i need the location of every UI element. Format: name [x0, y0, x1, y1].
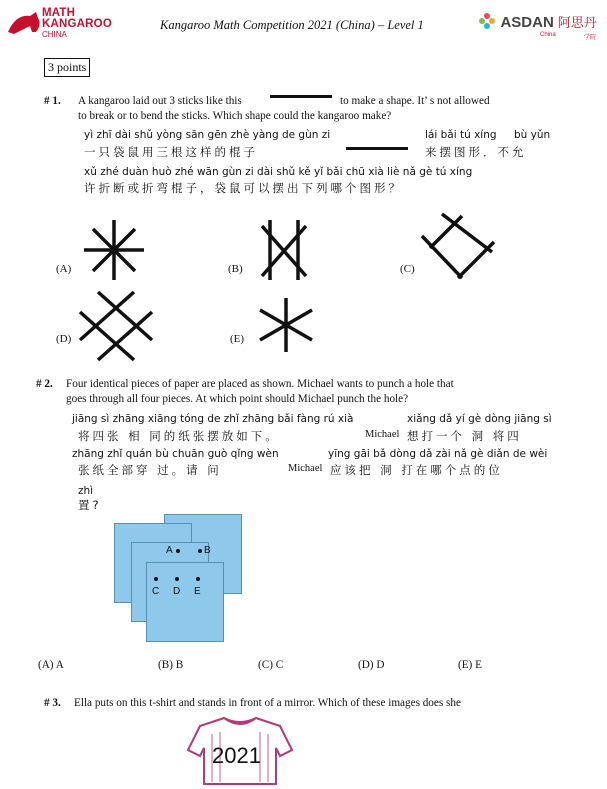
q2-answer-d: (D) D	[358, 659, 385, 671]
point-c-label: C	[152, 586, 160, 597]
point-a-label: A	[166, 545, 173, 556]
point-e	[196, 577, 200, 581]
q2-chinese-1a: 将四张 相 同的纸张摆放如下。	[78, 429, 280, 443]
q1-chinese-1a: 一只袋鼠用三根这样的棍子	[84, 145, 258, 159]
q2-answer-e: (E) E	[458, 659, 482, 671]
asdan-flower-icon	[478, 12, 496, 30]
q1-chinese-1b: 来摆图形．不允	[425, 145, 527, 159]
q2-pinyin-2a: zhāng zhǐ quán bù chuān guò qǐng wèn	[72, 448, 279, 460]
asdan-logo	[478, 12, 597, 41]
logo-line-2: KANGAROO	[42, 18, 112, 30]
q1-text-line1a: A kangaroo laid out 3 sticks like this	[78, 95, 242, 107]
q2-pinyin-3: zhì	[78, 485, 94, 497]
option-d-figure	[78, 290, 154, 362]
logo-line-1: MATH	[42, 7, 76, 19]
q1-pinyin-1a: yì zhī dài shǔ yòng sān gēn zhè yàng de gùn zi	[84, 129, 331, 141]
option-e-label: (E)	[230, 333, 245, 345]
q2-number: # 2.	[36, 378, 53, 390]
q2-pinyin-2b: yīng gāi bǎ dòng dǎ zài nǎ gè diǎn de wèi	[328, 448, 548, 460]
kangaroo-icon	[6, 10, 46, 36]
option-e-figure	[256, 296, 316, 354]
point-b-label: B	[204, 545, 211, 556]
option-c-figure	[418, 212, 498, 280]
stick-image	[270, 95, 332, 98]
paper-sheet-4	[146, 562, 224, 642]
point-a	[176, 549, 180, 553]
q2-chinese-3: 置?	[78, 498, 102, 512]
q2-answer-a: (A) A	[38, 659, 64, 671]
point-e-label: E	[194, 586, 201, 597]
q3-number: # 3.	[44, 697, 61, 709]
q2-text-line1: Four identical pieces of paper are placed as shown. Michael wants to punch a hole that	[66, 378, 454, 390]
asdan-sub-left: China	[540, 32, 556, 38]
point-c	[154, 577, 158, 581]
q2-chinese-2b: Michael	[288, 463, 323, 474]
point-d	[175, 577, 179, 581]
option-a-label: (A)	[56, 263, 72, 275]
q2-answer-c: (C) C	[258, 659, 284, 671]
q1-number: # 1.	[44, 95, 61, 107]
math-kangaroo-logo	[6, 8, 112, 39]
page-title: Kangaroo Math Competition 2021 (China) – Level 1	[160, 18, 424, 32]
q1-chinese-2: 许折断或折弯棍子，袋鼠可以摆出下列哪个图形？	[84, 181, 403, 195]
option-d-label: (D)	[56, 333, 72, 345]
stick-image-2	[346, 147, 408, 150]
q1-pinyin-1b: lái bǎi tú xíng	[425, 129, 497, 141]
q2-chinese-1c: 想打一个 洞 将四	[407, 429, 522, 443]
q2-chinese-2a: 张纸全部穿 过。请 问	[78, 463, 222, 477]
q1-text-line1b: to make a shape. It’ s not allowed	[340, 95, 490, 107]
option-b-figure	[258, 218, 314, 282]
point-d-label: D	[173, 586, 181, 597]
q2-pinyin-1a: jiāng sì zhāng xiāng tóng de zhǐ zhāng bǎi fàng rú xià	[72, 413, 354, 425]
option-a-figure	[82, 218, 146, 282]
q2-chinese-2c: 应该把 洞 打在哪个点的位	[330, 463, 503, 477]
option-b-label: (B)	[228, 263, 243, 275]
q2-chinese-1b: Michael	[365, 429, 400, 440]
q1-text-line2: to break or to bend the sticks. Which shape could the kangaroo make?	[78, 110, 392, 122]
point-b	[198, 549, 202, 553]
q2-pinyin-1b: xiǎng dǎ yí gè dòng jiāng sì	[407, 413, 552, 425]
logo-line-3: CHINA	[42, 30, 67, 39]
asdan-cn: 阿思丹	[557, 15, 597, 30]
asdan-name: ASDAN	[500, 14, 554, 31]
option-c-label: (C)	[400, 263, 415, 275]
tshirt-text: 2021	[212, 743, 261, 768]
q1-pinyin-2: xǔ zhé duàn huò zhé wān gùn zi dài shǔ kě yǐ bǎi chū xià liè nǎ gè tú xíng	[84, 166, 473, 178]
q1-pinyin-1c: bù yǔn	[514, 129, 551, 141]
asdan-sub-right: 学院	[584, 35, 597, 41]
points-section-label: 3 points	[44, 58, 90, 77]
q2-answer-b: (B) B	[158, 659, 184, 671]
q3-text: Ella puts on this t-shirt and stands in front of a mirror. Which of these images does she	[74, 697, 461, 709]
q2-text-line2: goes through all four pieces. At which point should Michael punch the hole?	[66, 393, 409, 405]
